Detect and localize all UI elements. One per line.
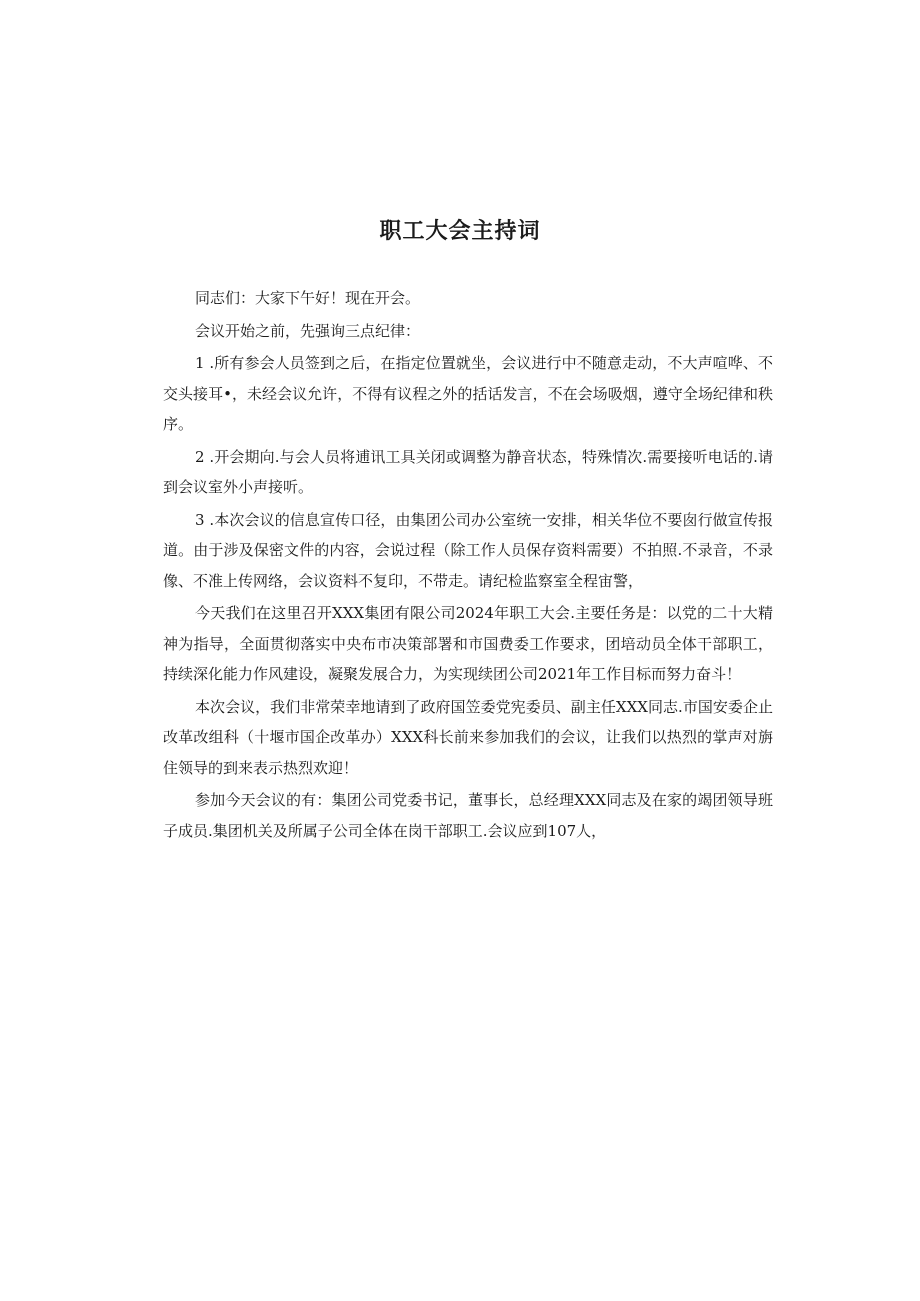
paragraph-rule-3: 3 .本次会议的信息宣传口径，由集团公司办公室统一安排，相关华位不要囱行做宣传报道。由于涉及保密文件的内容，会说过程（除工作人员保存资料需要）不拍照.不录音，不录像、不准上传网络，会议资料不复印，不带走。请纪检监察室全程宙警，	[163, 510, 773, 590]
paragraph-rule-2: 2 .开会期向.与会人员将逋讯工具关闭或调整为静音状态，特殊情次.需要接听电话的.请到会议室外小声接听。	[163, 447, 773, 496]
document-title: 职工大会主持词	[379, 219, 541, 244]
paragraph-rule-1: 1 .所有参会人员签到之后，在指定位置就坐，会议进行中不随意走动，不大声喧哗、不交头接耳•，未经会议允许，不得有议程之外的括话发言，不在会场吸烟，遵守全场纪律和秩序。	[163, 354, 773, 433]
document-body	[163, 283, 773, 848]
paragraph-attendees: 参加今天会议的有：集团公司党委书记，董事长，总经理XXX同志及在家的竭团领导班子成员.集团机关及所属子公司全体在岗干部职工.会议应到107人，	[163, 791, 773, 840]
paragraph-greeting: 同志们：大家下午好！现在开会。	[195, 289, 421, 307]
paragraph-meeting-purpose: 今天我们在这里召开XXX集团有限公司2024年职工大会.主要任务是：以党的二十大精神为指导，全面贯彻落实中央布市决策部署和市国费委工作要求，团培动员全体干部职工，持续深化能力作风建设，凝聚发展合力，为实现续团公司2021年工作目标而努力奋斗！	[163, 604, 773, 683]
paragraph-guests-welcome: 本次会议，我们非常荣幸地请到了政府国笠委党宪委员、副主任XXX同志.市国安委企止改革改组科（十堰市国企改革办）XXX科长前来参加我们的会议，让我们以热烈的掌声对旃住领导的到来表示热烈欢迎！	[163, 697, 773, 777]
paragraph-discipline-intro: 会议开始之前，先强询三点纪律：	[195, 321, 421, 340]
